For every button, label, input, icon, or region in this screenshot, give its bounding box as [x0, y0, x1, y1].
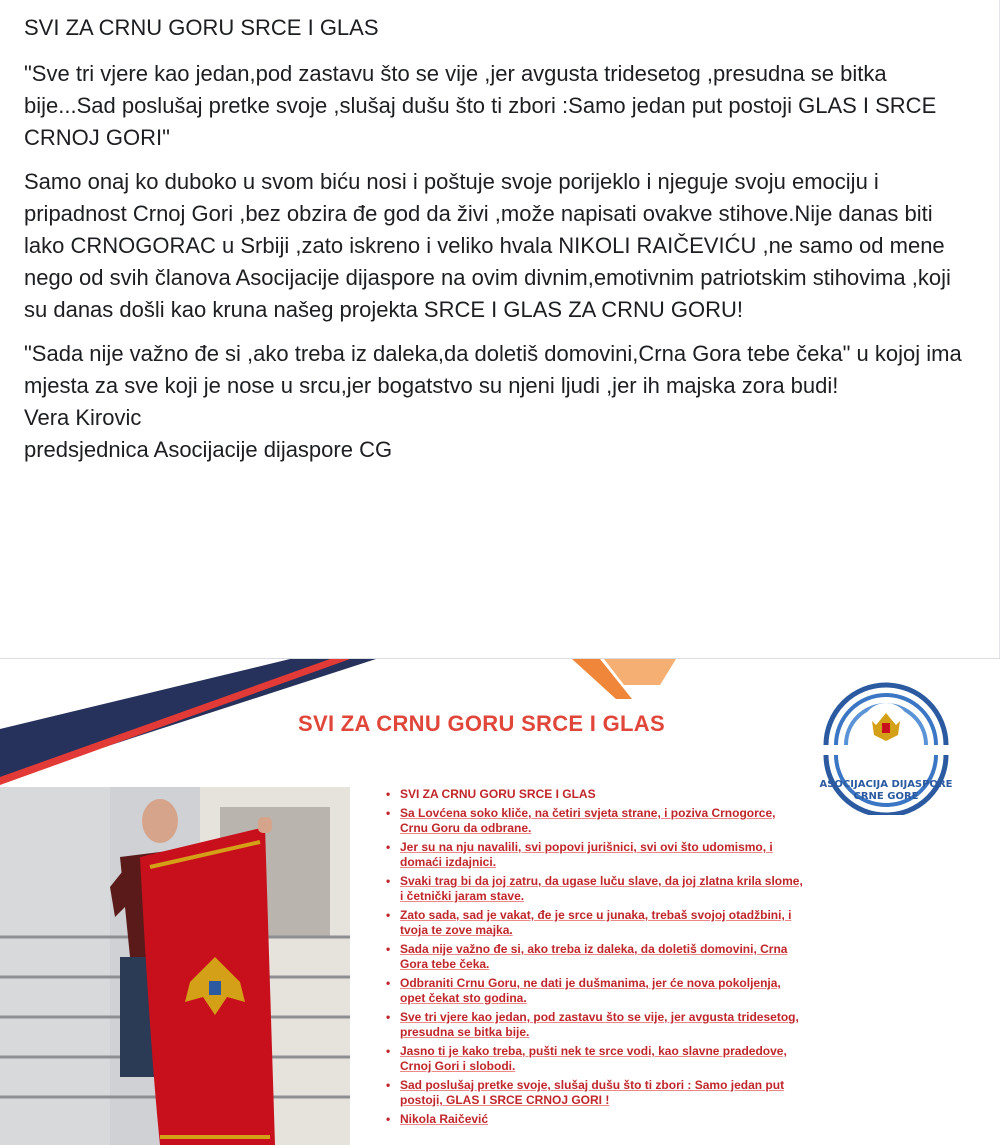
verse: • Sad poslušaj pretke svoje, slušaj dušu što ti zbori : Samo jedan put postoji, GLAS I SRCE CRNOJ GORI !: [386, 1078, 806, 1108]
post-quote: "Sve tri vjere kao jedan,pod zastavu što se vije ,jer avgusta tridesetog ,presudna se bitka bije...Sad poslušaj pretke svoje ,slušaj dušu što ti zbori :Samo jedan put postoji GLAS I SRCE CRNOJ GORI": [24, 61, 937, 150]
post-author: Vera Kirovic: [24, 405, 142, 430]
verse-title: • SVI ZA CRNU GORU SRCE I GLAS: [386, 787, 806, 802]
svg-text:ASOCIJACIJA DIJASPORE: ASOCIJACIJA DIJASPORE: [819, 779, 953, 790]
post-text: [24, 12, 974, 466]
photo-man-with-flag: [0, 787, 350, 1145]
post-author-role: predsjednica Asocijacije dijaspore CG: [24, 437, 393, 462]
verse: • Sada nije važno đe si, ako treba iz daleka, da doletiš domovini, Crna Gora tebe čeka.: [386, 942, 806, 972]
face: [142, 799, 178, 843]
svg-text:CRNE GORE: CRNE GORE: [853, 791, 919, 802]
post-closing: "Sada nije važno đe si ,ako treba iz daleka,da doletiš domovini,Crna Gora tebe čeka" u kojoj ima mjesta za sve koji je nose u srcu,jer bogatstvo su njeni ljudi ,jer ih majska zora budi!: [24, 341, 962, 398]
post-image[interactable]: [0, 659, 1000, 1145]
verse: • Sve tri vjere kao jedan, pod zastavu što se vije, jer avgusta tridesetog, presudna se bitka bije.: [386, 1010, 806, 1040]
verse: • Jer su na nju navalili, svi popovi jurišnici, svi ovi što udomismo, i domaći izdajnici.: [386, 840, 806, 870]
verse: • Zato sada, sad je vakat, đe je srce u junaka, trebaš svojoj otadžbini, i tvoja te zove majka.: [386, 908, 806, 938]
asocijacija-logo: [806, 675, 966, 815]
post-title: SVI ZA CRNU GORU SRCE I GLAS: [24, 15, 379, 40]
verse: • Svaki trag bi da joj zatru, da ugase luču slave, da joj zlatna krila slome, i četnički jaram stave.: [386, 874, 806, 904]
poem-author: • Nikola Raičević: [386, 1112, 806, 1127]
poem-verses: [386, 787, 806, 1131]
poster-title: SVI ZA CRNU GORU SRCE I GLAS: [298, 711, 665, 736]
post-body: Samo onaj ko duboko u svom biću nosi i poštuje svoje porijeklo i njeguje svoju emociju i pripadnost Crnoj Gori ,bez obzira đe god da živi ,može napisati ovakve stihove.Nije danas biti lako CRNOGORAC u Srbiji ,zato iskreno i veliko hvala NIKOLI RAIČEVIĆU ,ne samo od mene nego od svih članova Asocijacije dijaspore na ovim divnim,emotivnim patriotskim stihovima ,koji su danas došli kao kruna našeg projekta SRCE I GLAS ZA CRNU GORU!: [24, 169, 951, 322]
verse: • Jasno ti je kako treba, pušti nek te srce vodi, kao slavne pradedove, Crnoj Gori i slobodi.: [386, 1044, 806, 1074]
verse: • Sa Lovćena soko kliče, na četiri svjeta strane, i poziva Crnogorce, Crnu Goru da odbrane.: [386, 806, 806, 836]
verse: • Odbraniti Crnu Goru, ne dati je dušmanima, jer će nova pokoljenja, opet čekat sto godina.: [386, 976, 806, 1006]
